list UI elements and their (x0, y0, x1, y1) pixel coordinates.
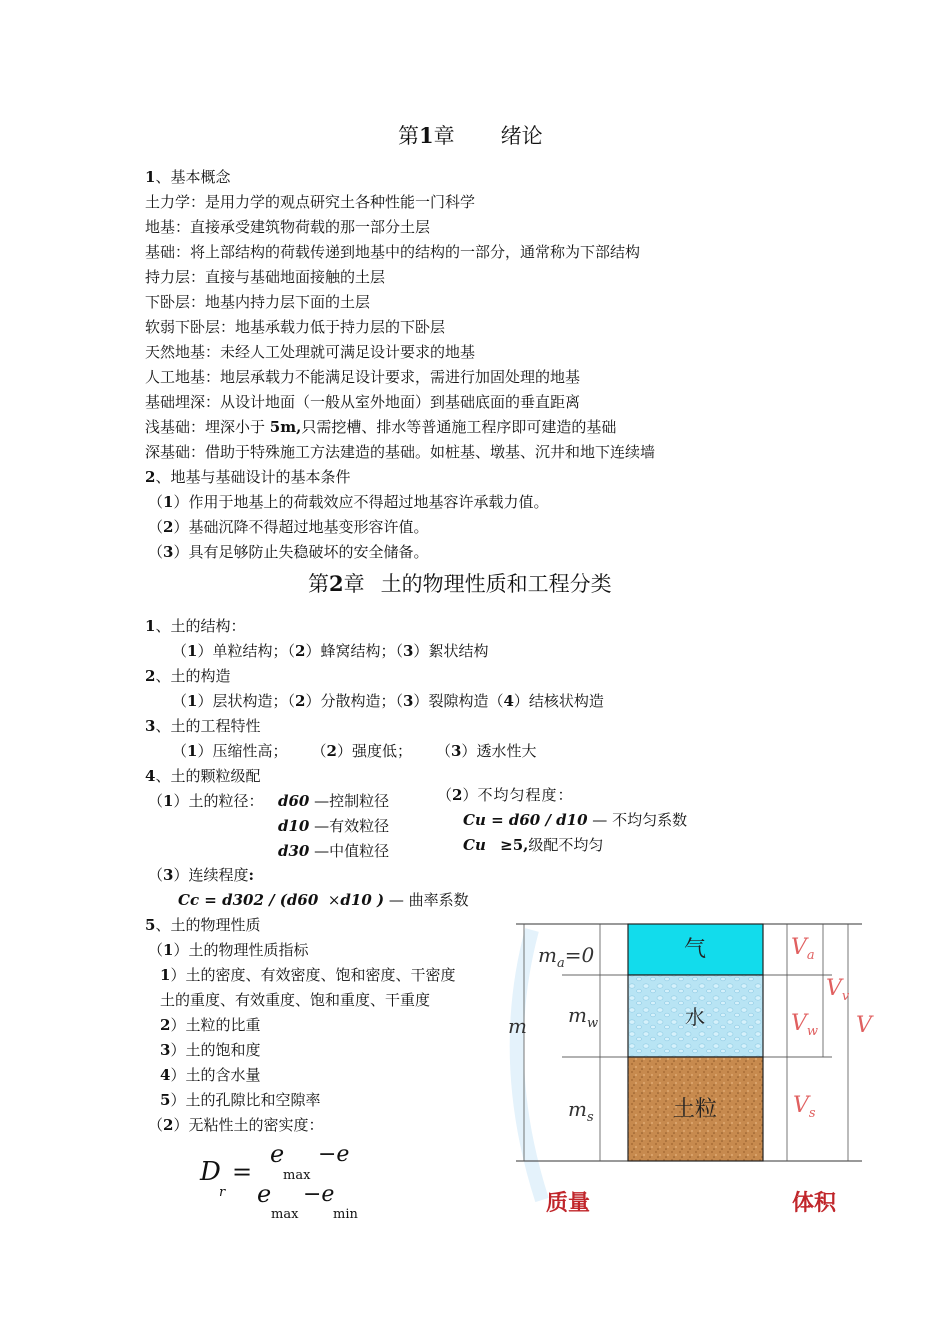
ch1-section1-heading: 1、基本概念 (145, 168, 231, 186)
chapter1-title: 第1章 绪论 (398, 123, 543, 148)
formula-min: min (333, 1207, 358, 1222)
index-item: 5）土的孔隙比和空隙率 (160, 1091, 321, 1109)
ch2-section1-heading: 1、土的结构： (145, 617, 246, 635)
formula-e-max-num: e (270, 1140, 285, 1168)
v-total-label: V (856, 1013, 872, 1038)
ms-label: $m_s$ (568, 1097, 594, 1125)
ch2-section2-heading: 2、土的构造 (145, 667, 231, 685)
formula-sub-r: r (219, 1185, 226, 1200)
definition-line: 人工地基：地层承载力不能满足设计要求，需进行加固处理的地基 (145, 368, 581, 386)
three-phase-diagram (502, 910, 878, 1222)
engineering-properties: （1）压缩性高； （2）强度低； （3）透水性大 (172, 742, 537, 760)
index-item-cont: 土的重度、有效重度、饱和重度、干重度 (160, 991, 431, 1009)
definition-line: 下卧层：地基内持力层下面的土层 (145, 293, 371, 311)
formula-equals: = (232, 1158, 253, 1186)
grain-size-label: （1）土的粒径： (148, 792, 264, 810)
volume-caption: 体积 (791, 1191, 837, 1216)
uneven-label: （2）不均匀程度： (437, 786, 574, 804)
density-label: （2）无粘性土的密实度： (148, 1116, 324, 1134)
d30-line: d30 —中值粒径 (278, 842, 390, 860)
formula-minus-e-min: −e (303, 1182, 335, 1207)
mw-label: $m_w$ (568, 1003, 599, 1031)
structure-types: （1）单粒结构；（2）蜂窝结构；（3）絮状结构 (172, 642, 489, 660)
definition-line: 地基：直接承受建筑物荷载的那一部分土层 (145, 218, 431, 236)
cc-formula: Cc = d302 / (d60 ×d10 ) — 曲率系数 (178, 891, 469, 909)
ch2-section4-heading: 4、土的颗粒级配 (145, 767, 261, 785)
vw-label: $V_w$ (791, 1011, 819, 1039)
continuity-label: （3）连续程度: (148, 866, 255, 884)
index-item: 2）土粒的比重 (160, 1016, 261, 1034)
mass-caption: 质量 (545, 1191, 591, 1216)
condition-item: （1）作用于地基上的荷载效应不得超过地基容许承载力值。 (148, 493, 549, 511)
index-item: 3）土的饱和度 (160, 1041, 261, 1059)
soil-label: 土粒 (672, 1097, 718, 1122)
ch2-section5-heading: 5、土的物理性质 (145, 916, 261, 934)
construction-types: （1）层状构造；（2）分散构造；（3）裂隙构造（4）结核状构造 (172, 692, 604, 710)
chapter2-title: 第2章 土的物理性质和工程分类 (308, 571, 612, 596)
index-label: （1）土的物理性质指标 (148, 941, 309, 959)
definition-line: 天然地基：未经人工处理就可满足设计要求的地基 (145, 343, 476, 361)
water-label: 水 (685, 1005, 705, 1029)
d10-line: d10 —有效粒径 (278, 817, 390, 835)
ma-label: $m_a=0$ (538, 943, 595, 971)
definition-shallow-foundation: 浅基础：埋深小于 5m,只需挖槽、排水等普通施工程序即可建造的基础 (145, 418, 617, 436)
definition-line: 软弱下卧层：地基承载力低于持力层的下卧层 (145, 318, 446, 336)
definition-line: 基础：将上部结构的荷载传递到地基中的结构的一部分，通常称为下部结构 (145, 243, 641, 261)
formula-max-num: max (283, 1168, 311, 1183)
formula-minus-e: −e (318, 1142, 350, 1167)
vv-label: $V_v$ (826, 976, 850, 1004)
definition-line: 土力学：是用力学的观点研究土各种性能一门科学 (145, 193, 476, 211)
va-label: $V_a$ (791, 935, 815, 963)
formula-max-den: max (271, 1207, 299, 1222)
cu-condition: Cu ≥5,级配不均匀 (463, 836, 604, 854)
d60-line: d60 —控制粒径 (278, 792, 390, 810)
definition-line: 基础埋深：从设计地面（一般从室外地面）到基础底面的垂直距离 (145, 393, 581, 411)
definition-deep-foundation: 深基础：借助于特殊施工方法建造的基础。如桩基、墩基、沉井和地下连续墙 (145, 443, 656, 461)
condition-item: （2）基础沉降不得超过地基变形容许值。 (148, 518, 429, 536)
formula-e-max-den: e (257, 1180, 272, 1208)
cu-formula: Cu = d60 / d10 — 不均匀系数 (463, 811, 688, 829)
vs-label: $V_s$ (793, 1093, 816, 1121)
m-total-label: m (508, 1014, 527, 1038)
air-label: 气 (683, 937, 707, 962)
formula-D: D (200, 1157, 221, 1187)
ch2-section3-heading: 3、土的工程特性 (145, 717, 261, 735)
ch1-section2-heading: 2、地基与基础设计的基本条件 (145, 468, 351, 486)
index-item: 4）土的含水量 (160, 1066, 261, 1084)
definition-line: 持力层：直接与基础地面接触的土层 (145, 268, 386, 286)
index-item: 1）土的密度、有效密度、饱和密度、干密度 (160, 966, 456, 984)
condition-item: （3）具有足够防止失稳破坏的安全储备。 (148, 543, 429, 561)
